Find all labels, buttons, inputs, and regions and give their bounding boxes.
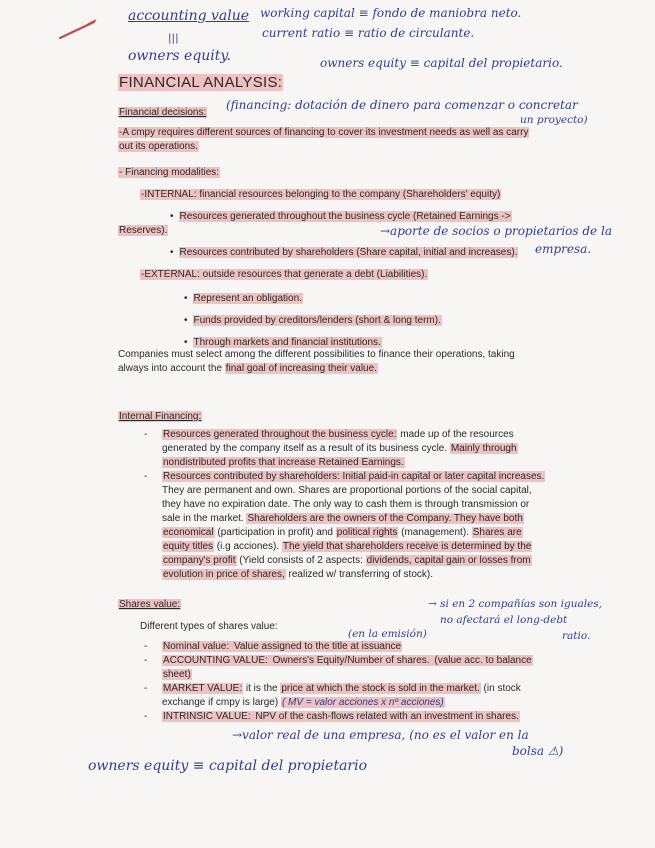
internal-financing-item-1: Resources generated throughout the business cycle: made up of the resources generated by the company itself as a result of its business cycle. Mainly through nondistributed profits that increase Retained Earnings. xyxy=(162,429,517,468)
hw-real-value-note-2: bolsa ⚠) xyxy=(512,744,564,758)
hw-shareholders-note: →aporte de socios o propietarios de la xyxy=(380,224,612,238)
hw-companies-note-2: no afectará el long-debt xyxy=(440,614,568,626)
companies-line-2: always into account the final goal of increasing their value. xyxy=(118,363,377,374)
hw-issuance-note: (en la emisión) xyxy=(348,628,427,640)
internal-financing-title: Internal Financing: xyxy=(119,411,202,422)
internal-modality: -INTERNAL: financial resources belonging to the company (Shareholders' equity) xyxy=(141,189,501,200)
companies-line-1: Companies must select among the different possibilities to finance their operations, taking xyxy=(118,349,515,360)
page-title: FINANCIAL ANALYSIS: xyxy=(119,74,283,91)
external-bullet-3: • Through markets and financial institutions. xyxy=(184,336,382,350)
external-bullet-2: • Funds provided by creditors/lenders (short & long term). xyxy=(184,314,442,328)
hw-current-ratio: current ratio ≡ ratio de circulante. xyxy=(262,26,475,40)
hw-owners-equity: owners equity. xyxy=(128,48,231,64)
hw-bottom-note: owners equity ≡ capital del propietario xyxy=(88,758,368,774)
external-bullet-1: • Represent an obligation. xyxy=(184,292,303,306)
hw-financing-note: (financing: dotación de dinero para comenzar o concretar xyxy=(226,98,578,112)
hw-shareholders-note-2: empresa. xyxy=(535,242,592,256)
hw-owners-equity-def: owners equity ≡ capital del propietario. xyxy=(320,56,563,70)
intro-line-2: out its operations. xyxy=(119,141,198,152)
hw-accounting-value: accounting value xyxy=(128,8,250,24)
hw-financing-note-2: un proyecto) xyxy=(520,114,588,126)
internal-bullet-1-cont: Reserves). xyxy=(119,225,168,236)
financial-decisions-label: Financial decisions: xyxy=(119,107,207,118)
hw-working-capital: working capital ≡ fondo de maniobra neto. xyxy=(260,6,522,20)
bleed-through-text xyxy=(500,405,503,416)
internal-bullet-1: • Resources generated throughout the business cycle (Retained Earnings -> xyxy=(170,210,512,224)
hw-real-value-note: →valor real de una empresa, (no es el valor en la xyxy=(232,728,529,742)
hw-equivalence-mark: ||| xyxy=(168,32,179,44)
external-modality: -EXTERNAL: outside resources that generate a debt (Liabilities). xyxy=(141,269,428,280)
shares-value-intro: Different types of shares value: xyxy=(140,621,278,632)
internal-financing-item-2: Resources contributed by shareholders: Initial paid-in capital or later capital increases. They are permanent and own. Shares are proportional portions of the social capital, they have no expiration date. The only way to cash them is through transmission or sale in the market. Shareholders are the owners of the Company. They have both economical (participation in profit) and political rights (management). Shares are equity titles (i.g acciones). The yield that shareholders receive is determined by the company's profit (Yield consists of 2 aspects: dividends, capital gain or losses from evolution in price of shares, realized w/ transferring of stock). xyxy=(162,471,545,580)
intro-line-1: -A cmpy requires different sources of financing to cover its investment needs as well as carry xyxy=(119,127,529,138)
bleed-through-title xyxy=(88,792,92,808)
shares-value-list: Nominal value: Value assigned to the title at issuance ACCOUNTING VALUE: Owners's Equity/Number of shares. (value acc. to balance sheet) MARKET VALUE: it is the price at which the stock is sold in the market. (in stock exchange if cmpy is large) ( MV = valor acciones x nº acciones) INTRINSIC VALUE: NPV of the cash-flows related with an investment in shares. xyxy=(162,641,532,722)
internal-bullet-2: • Resources contributed by shareholders (Share capital, initial and increases). xyxy=(170,246,518,260)
shares-value-title: Shares value: xyxy=(119,599,181,610)
hw-companies-note-3: ratio. xyxy=(562,630,591,642)
pen-stroke-icon xyxy=(58,18,98,42)
financing-modalities: - Financing modalities: xyxy=(119,167,220,178)
hw-companies-note-1: → si en 2 compañías son iguales, xyxy=(428,598,603,610)
